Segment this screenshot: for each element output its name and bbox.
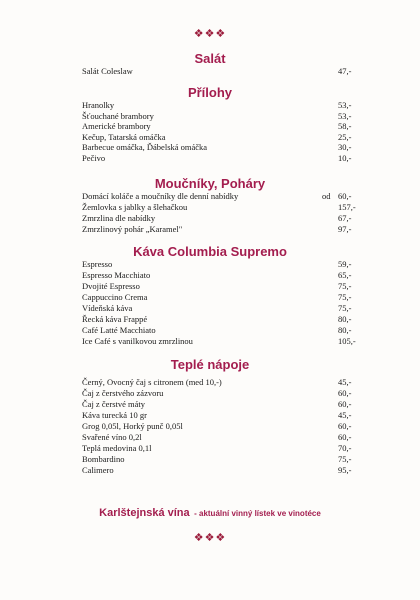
item-name: Čaj z čerstvého zázvoru (82, 388, 164, 398)
section-title-prilohy: Přílohy (187, 85, 233, 100)
item-name: Calimero (82, 465, 114, 475)
footer-note: - aktuální vinný lístek ve vinotéce (194, 509, 321, 518)
menu-item (82, 153, 352, 164)
item-price: 97,- (338, 224, 352, 234)
item-name: Dvojité Espresso (82, 281, 140, 291)
item-price: 75,- (338, 303, 352, 313)
item-price: 53,- (338, 100, 352, 110)
item-name: Šťouchané brambory (82, 110, 154, 121)
section-title-moucniky: Moučníky, Poháry (154, 176, 266, 191)
item-name: Řecká káva Frappé (82, 314, 148, 324)
item-price: 47,- (338, 66, 352, 76)
item-price: 60,- (338, 399, 352, 409)
item-name: Grog 0,05l, Horký punč 0,05l (82, 421, 183, 431)
item-name: Zmrzlinový pohár „Karamel" (82, 224, 183, 234)
footer-title: Karlštejnská vína (99, 507, 190, 519)
item-price: 10,- (338, 153, 352, 163)
item-price: 53,- (338, 110, 352, 121)
item-name: Americké brambory (82, 121, 151, 132)
menu-item (82, 191, 352, 202)
item-price: 65,- (338, 270, 352, 280)
item-price: 59,- (338, 259, 352, 269)
menu-item (82, 410, 352, 421)
menu-item (82, 399, 352, 410)
menu-item (82, 377, 352, 388)
ornament-bottom-icon: ❖❖❖ (193, 532, 227, 544)
menu-item (82, 259, 352, 270)
menu-item (82, 281, 352, 292)
item-price: 58,- (338, 121, 352, 132)
menu-item (82, 202, 356, 213)
menu-item (82, 465, 352, 476)
menu-item (82, 443, 352, 454)
item-price: 60,- (338, 388, 352, 398)
section-title-teple-napoje: Teplé nápoje (170, 357, 250, 372)
menu-item (82, 421, 352, 432)
menu-item (82, 213, 352, 224)
item-name: Pečivo (82, 153, 106, 163)
menu-item (82, 292, 352, 303)
item-name: Café Latté Macchiato (82, 325, 156, 335)
menu-item (82, 132, 352, 143)
item-price: 60,- (338, 432, 352, 442)
item-price: 105,- (338, 336, 356, 346)
item-price: 67,- (338, 213, 352, 223)
item-price: 157,- (338, 202, 356, 212)
item-name: Espresso (82, 259, 113, 269)
item-price: 75,- (338, 281, 352, 291)
menu-item (82, 142, 352, 153)
ornament-top-icon: ❖❖❖ (193, 28, 227, 40)
menu-item (82, 100, 352, 111)
item-price: 70,- (338, 443, 352, 453)
item-price: 80,- (338, 325, 352, 335)
item-name: Vídeňská káva (82, 303, 133, 313)
menu-item (82, 303, 352, 314)
item-price: 75,- (338, 292, 352, 302)
price-prefix: od (322, 191, 331, 201)
item-name: Ice Café s vanilkovou zmrzlinou (82, 336, 193, 346)
item-name: Žemlovka s jablky a šlehačkou (82, 202, 188, 212)
item-name: Kečup, Tatarská omáčka (82, 131, 166, 142)
menu-item (82, 224, 352, 235)
menu-item (82, 454, 352, 465)
wine-footer (0, 503, 420, 521)
item-price: 45,- (338, 377, 352, 387)
item-price: 45,- (338, 410, 352, 420)
item-name: Černý, Ovocný čaj s citronem (med 10,-) (82, 377, 222, 387)
menu-item (82, 325, 352, 336)
item-name: Espresso Macchiato (82, 270, 151, 280)
item-name: Hranolky (82, 100, 115, 110)
item-price: 80,- (338, 314, 352, 324)
item-price: 95,- (338, 465, 352, 475)
menu-item (82, 66, 352, 77)
section-title-salat: Salát (194, 51, 226, 66)
item-name: Cappuccino Crema (82, 292, 148, 302)
menu-item (82, 336, 356, 347)
item-name: Svařené víno 0,2l (82, 432, 142, 442)
item-name: Salát Coleslaw (82, 66, 133, 76)
item-name: Domácí koláče a moučníky dle denní nabídky (82, 191, 239, 201)
item-price: 60,- (338, 191, 352, 201)
item-name: Čaj z čerstvé máty (82, 399, 146, 409)
item-price: 30,- (338, 142, 352, 153)
menu-item (82, 111, 352, 122)
section-title-kava: Káva Columbia Supremo (133, 244, 287, 259)
item-price: 25,- (338, 131, 352, 142)
menu-item (82, 270, 352, 281)
item-name: Zmrzlina dle nabídky (82, 213, 156, 223)
menu-item (82, 314, 352, 325)
item-name: Barbecue omáčka, Ďábelská omáčka (82, 142, 208, 153)
item-price: 75,- (338, 454, 352, 464)
menu-item (82, 121, 352, 132)
item-name: Teplá medovina 0,1l (82, 443, 152, 453)
menu-item (82, 388, 352, 399)
item-name: Bombardino (82, 454, 125, 464)
item-price: 60,- (338, 421, 352, 431)
item-name: Káva turecká 10 gr (82, 410, 147, 420)
menu-item (82, 432, 352, 443)
